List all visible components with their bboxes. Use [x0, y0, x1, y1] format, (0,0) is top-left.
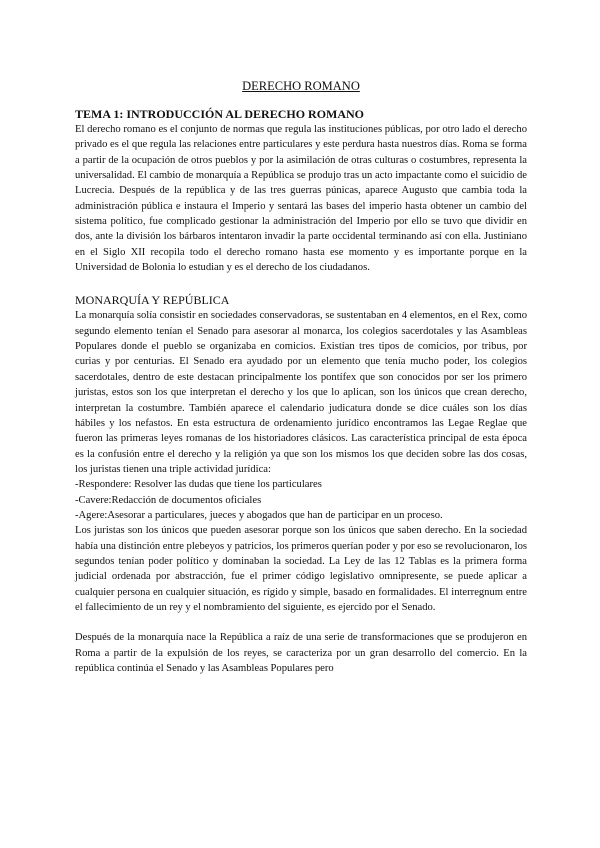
juristas-activity-list — [75, 477, 527, 523]
paragraph-spacer — [75, 615, 527, 630]
tema1-paragraph: El derecho romano es el conjunto de normas que regula las instituciones públicas, por otro lado el derecho privado es el que regula las relaciones entre particulares y este perdura hasta nuestros días. Roma se forma a partir de la ocupación de otros pueblos y por la asimilación de otras culturas o costumbres, representa la universalidad. El cambio de monarquía a República se produjo tras un acto impactante como el suicidio de Lucrecia. Después de la república y de las tres guerras púnicas, aparece Augusto que cambia toda la administración pública e instaura el Imperio y sentará las bases del imperio hasta obtener un cambio del sistema político, fue complicado gestionar la administración del Imperio por ello se tuvo que dividir en dos, ante la división los bárbaros intentaron invadir la parte occidental terminando así con ella. Justiniano en el Siglo XII recopila todo el derecho romano hasta ese momento y es importante porque en la Universidad de Bolonia lo estudian y es el derecho de los ciudadanos. — [75, 124, 527, 274]
document-body — [75, 78, 527, 676]
monarquia-paragraph-2: Los juristas son los únicos que pueden asesorar porque son los únicos que saben derecho. En la sociedad había una distinción entre plebeyos y patricios, los primeros querían poder y por eso se revolucionaron, los segundos tenían poder político y dominaban la sociedad. La Ley de las 12 Tablas es la primera forma judicial ordenada por abstracción, fue el primer código legislativo omnipresente, se puede aplicar a cualquier persona en cualquier situación, es rígido y simple, basado en formalidades. El interregnum entre el fallecimiento de un rey y el nombramiento del siguiente, es ejercido por el Senado. — [75, 525, 527, 613]
list-item-agere: -Agere:Asesorar a particulares, jueces y abogados que han de participar en un proceso. — [75, 509, 443, 521]
list-item-cavere: -Cavere:Redacción de documentos oficiales — [75, 494, 262, 506]
list-item-respondere: -Respondere: Resolver las dudas que tiene los particulares — [75, 479, 322, 491]
monarquia-paragraph-1: La monarquía solía consistir en sociedades conservadoras, se sustentaban en 4 elementos, en el Rex, como segundo elemento tenían el Senado para asesorar al monarca, los colegios sacerdotales y las Asambleas Populares donde el pueblo se organizaba en comicios. Existían tres tipos de comicios, por tribus, por curias y por centurias. El Senado era ayudado por un elemento que tenía mucho poder, los colegios sacerdotales, dentro de este destacan principalmente los pontífex que son conocidos por ser los primero juristas, estos son los que interpretan el derecho y los que lo aplican, son los únicos que crean derecho, interpretan la costumbre. También aparece el calendario judicatura donde se dice cuáles son los días hábiles y los nefastos. En esta estructura de ordenamiento jurídico encontramos las Legae Reglae que fueron las primeras leyes romanas de los historiadores clásicos. Las característica principal de esta época es la confusión entre el derecho y la religión ya que son los mismos los que deciden sobre las dos cosas, los juristas tienen una triple actividad jurídica: — [75, 310, 527, 475]
republica-paragraph: Después de la monarquía nace la República a raíz de una serie de transformaciones que se produjeron en Roma a partir de la expulsión de los reyes, se caracteriza por un gran desarrollo del comercio. En la república continúa el Senado y las Asambleas Populares pero — [75, 632, 527, 674]
monarquia-heading: MONARQUÍA Y REPÚBLICA — [75, 293, 230, 308]
document-title: DERECHO ROMANO — [242, 79, 360, 93]
tema1-heading: TEMA 1: INTRODUCCIÓN AL DERECHO ROMANO — [75, 107, 365, 121]
